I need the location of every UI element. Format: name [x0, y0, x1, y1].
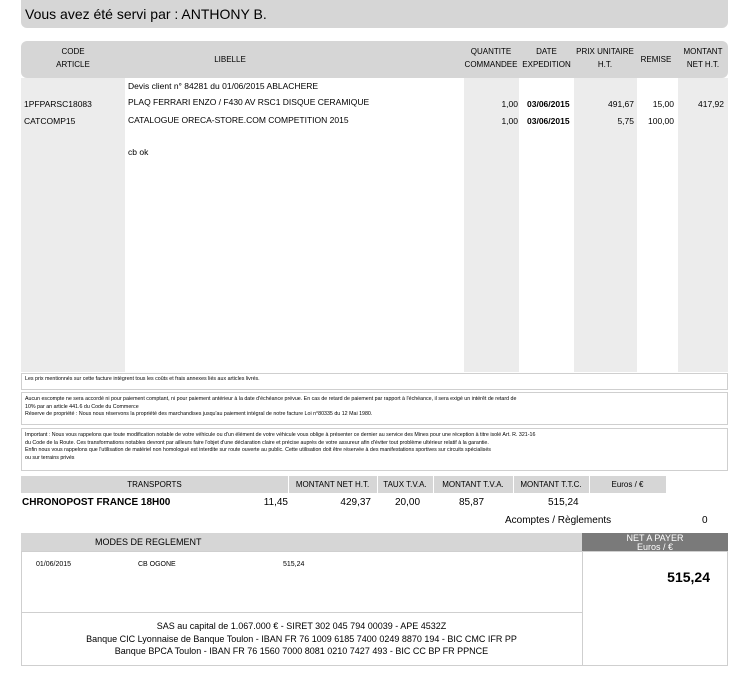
note-escompte: Aucun escompte ne sera accordé ni pour paiement comptant, ni pour paiement antérieur à la date d'échéance prévue. En cas de retard de paiement par rapport à l'échéance, il sera exigé un intérêt de retard de: [25, 396, 517, 402]
header-quantity: [462, 45, 520, 71]
net-to-pay-header: [582, 533, 728, 551]
header-date-line1: DATE: [536, 47, 557, 56]
header-amount-line1: MONTANT: [683, 47, 723, 56]
comment: cb ok: [128, 147, 149, 157]
note-prices-text: Les prix mentionnés sur cette facture intègrent tous les coûts et frais annexes liés aux articles livrés.: [25, 376, 260, 382]
header-amount-line2: NET H.T.: [686, 60, 720, 69]
header-price: [572, 45, 638, 71]
footer-bank-bpca: Banque BPCA Toulon - IBAN FR 76 1560 7000 8081 0210 7427 493 - BIC CC BP FR PPNCE: [114, 646, 489, 656]
item-code: 1PFPARSC18083: [24, 99, 92, 109]
totals-header-euros: Euros / €: [611, 480, 644, 489]
payment-amount: 515,24: [283, 561, 305, 568]
note-important-2: du Code de la Route. Ces transformations notables devront par ailleurs faire l'objet d'une déclaration claire et précise auprès de votre assureur afin d'éviter tout problème ultérieur relatif à la garantie.: [25, 439, 489, 446]
header-quantity-line1: QUANTITE: [470, 47, 512, 56]
totals-header-tva: MONTANT T.V.A.: [442, 480, 504, 489]
ttc-value: 515,24: [548, 497, 579, 508]
payment-modes-label: MODES DE REGLEMENT: [95, 537, 202, 547]
note-important-3: Enfin nous vous rappelons que l'utilisation de matériel non homologué est interdite sur route ouverte au public. Cette utilisation doit être réservée à des manifestations sportives sur circuits spécialisés: [25, 447, 491, 453]
header-price-line2: H.T.: [597, 60, 613, 69]
item-date: 03/06/2015: [527, 116, 570, 126]
net-to-pay-label: NET A PAYER: [626, 533, 684, 543]
payment-method: CB OGONE: [138, 561, 176, 568]
tva-value: 85,87: [459, 497, 485, 508]
taux-value: 20,00: [395, 497, 421, 508]
item-code: CATCOMP15: [24, 116, 76, 126]
payment-date: 01/06/2015: [36, 561, 72, 568]
item-price: 491,67: [608, 99, 634, 109]
net-ht-value: 429,37: [340, 497, 371, 508]
note-important: [21, 428, 728, 471]
item-label: PLAQ FERRARI ENZO / F430 AV RSC1 DISQUE CERAMIQUE: [128, 97, 370, 107]
carrier-name: CHRONOPOST FRANCE 18H00: [22, 497, 171, 508]
served-by-text: Vous avez été servi par : ANTHONY B.: [25, 6, 267, 22]
item-qty: 1,00: [501, 116, 518, 126]
acomptes-label: Acomptes / Règlements: [505, 515, 612, 526]
header-libelle: LIBELLE: [214, 55, 246, 64]
note-payment-terms: [21, 392, 728, 425]
column-amount-bg: [678, 78, 728, 372]
header-amount: [676, 45, 730, 71]
header-date: [519, 45, 574, 71]
transport-amount: 11,45: [263, 497, 288, 508]
item-qty: 1,00: [501, 99, 518, 109]
totals-header-transports: TRANSPORTS: [127, 480, 182, 489]
payment-modes-header: [21, 533, 582, 551]
header-code-line2: ARTICLE: [56, 60, 90, 69]
item-price: 5,75: [617, 116, 634, 126]
note-prices: [21, 373, 728, 390]
devis-line: Devis client n° 84281 du 01/06/2015 ABLACHERE: [128, 81, 319, 91]
item-label: CATALOGUE ORECA-STORE.COM COMPETITION 2015: [128, 115, 349, 125]
totals-header-net-ht: MONTANT NET H.T.: [295, 480, 370, 489]
header-remise: REMISE: [640, 55, 672, 64]
note-property-reserve: Réserve de propriété : Nous nous réservons la propriété des marchandises jusqu'au paiement intégral de notre facture Loi n°80335 du 12 Mai 1980.: [25, 411, 373, 417]
note-important-1: Important : Nous vous rappelons que toute modification notable de votre véhicule ou d'un élément de votre véhicule vous oblige à présenter ce dernier au service des Mines pour une réception à titre isolé Art. R. 321-16: [25, 432, 536, 438]
totals-header-ttc: MONTANT T.T.C.: [520, 480, 582, 489]
net-to-pay-currency: Euros / €: [636, 541, 674, 552]
item-amount: 417,92: [698, 99, 724, 109]
header-quantity-line2: COMMANDEE: [464, 60, 518, 69]
header-code: [21, 45, 125, 71]
totals-header-taux: TAUX T.V.A.: [383, 480, 427, 489]
acomptes-value: 0: [702, 515, 708, 526]
net-to-pay-total: 515,24: [667, 569, 710, 585]
note-important-4: ou sur terrains privés: [25, 454, 75, 461]
item-date: 03/06/2015: [527, 99, 570, 109]
item-remise: 100,00: [648, 116, 674, 126]
footer-bank-cic: Banque CIC Lyonnaise de Banque Toulon - IBAN FR 76 1009 6185 7400 0249 8870 194 - BIC CMC IFR PP: [86, 634, 517, 644]
item-remise: 15,00: [652, 99, 674, 109]
served-by-banner: [21, 0, 728, 28]
footer-company: SAS au capital de 1.067.000 € - SIRET 302 045 794 00039 - APE 4532Z: [156, 621, 447, 631]
header-price-line1: PRIX UNITAIRE: [576, 47, 634, 56]
header-date-line2: EXPEDITION: [522, 60, 571, 69]
note-commerce-code: 10% par an article 441.6 du Code du Commerce: [25, 403, 139, 410]
header-code-line1: CODE: [61, 47, 85, 56]
